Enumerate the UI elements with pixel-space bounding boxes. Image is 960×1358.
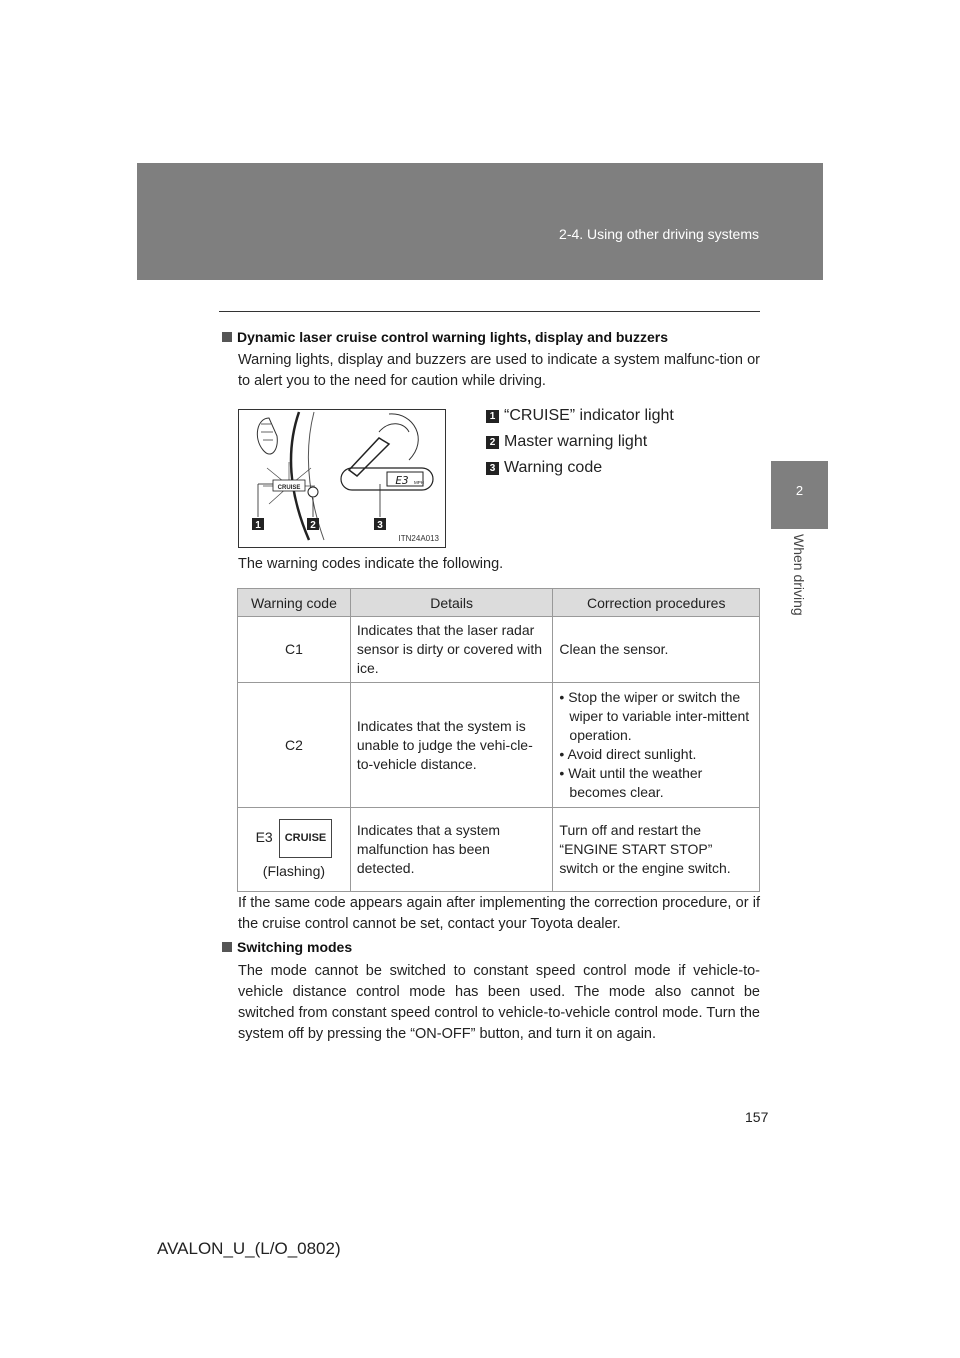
table-row xyxy=(238,808,760,892)
figure-code: ITN24A013 xyxy=(398,534,439,543)
table-intro: The warning codes indicate the following. xyxy=(238,556,504,572)
legend-label: Warning code xyxy=(504,459,603,476)
instrument-cluster-illustration xyxy=(239,410,445,547)
correction-item: • Avoid direct sunlight. xyxy=(559,746,697,762)
bullet-square-icon xyxy=(222,942,232,952)
code-cell: C2 xyxy=(238,683,351,808)
header-band xyxy=(137,163,823,280)
section2-body: The mode cannot be switched to constant speed control mode if vehicle-to-vehicle distance control mode has been used. The mode also cannot be switched from constant speed control to vehicle-to-vehicle control mode. Turn the system off by pressing the “ON-OFF” button, and turn it on again. xyxy=(238,963,760,1042)
cruise-indicator-badge: CRUISE xyxy=(279,819,333,858)
chapter-label: When driving xyxy=(791,534,807,616)
details-cell: Indicates that the system is unable to judge the vehi-cle-to-vehicle distance. xyxy=(350,683,553,808)
column-header: Correction procedures xyxy=(553,589,760,617)
chapter-tab xyxy=(771,461,828,529)
correction-item: • Stop the wiper or switch the wiper to variable inter-mittent operation. xyxy=(559,689,750,743)
column-header: Details xyxy=(350,589,553,617)
table-row xyxy=(238,617,760,683)
correction-item: • Wait until the weather becomes clear. xyxy=(559,765,703,800)
column-header: Warning code xyxy=(238,589,351,617)
footer-code: AVALON_U_(L/O_0802) xyxy=(157,1239,341,1258)
section2-heading xyxy=(222,939,352,955)
callout-3: 3 xyxy=(377,520,383,531)
callout-1: 1 xyxy=(255,520,261,531)
correction-cell xyxy=(553,683,760,808)
after-table-text: If the same code appears again after implementing the correction procedure, or if the cruise control cannot be set, contact your Toyota dealer. xyxy=(238,895,760,932)
code-note: (Flashing) xyxy=(262,862,326,879)
page-number: 157 xyxy=(745,1109,769,1125)
legend-item xyxy=(486,407,674,425)
section-title: 2-4. Using other driving systems xyxy=(559,226,759,242)
table-header-row xyxy=(238,589,760,617)
code-cell xyxy=(238,808,351,892)
legend-item xyxy=(486,433,647,451)
details-cell: Indicates that the laser radar sensor is dirty or covered with ice. xyxy=(350,617,553,683)
code-cell: C1 xyxy=(238,617,351,683)
warning-code-table xyxy=(237,588,760,892)
bullet-square-icon xyxy=(222,332,232,342)
legend-label: Master warning light xyxy=(504,433,648,450)
section1-heading xyxy=(222,329,668,345)
figure-unit: MPH xyxy=(414,480,424,485)
correction-cell: Turn off and restart the “ENGINE START STOP” switch or the engine switch. xyxy=(553,808,760,892)
legend-label: “CRUISE” indicator light xyxy=(504,407,674,424)
section2-title: Switching modes xyxy=(237,939,353,955)
legend-item xyxy=(486,459,602,477)
legend-badge: 2 xyxy=(486,436,499,449)
legend-badge: 1 xyxy=(486,410,499,423)
section1-title: Dynamic laser cruise control warning lights, display and buzzers xyxy=(237,329,669,345)
chapter-number: 2 xyxy=(795,483,804,498)
figure-display-code: E3 xyxy=(395,474,409,487)
callout-2: 2 xyxy=(310,520,316,531)
section1-intro: Warning lights, display and buzzers are used to indicate a system malfunc-tion or to alert you to the need for caution while driving. xyxy=(238,352,760,389)
details-cell: Indicates that a system malfunction has been detected. xyxy=(350,808,553,892)
instrument-cluster-figure xyxy=(238,409,446,548)
chapter-label-wrap xyxy=(789,534,809,624)
top-rule xyxy=(219,311,760,312)
code-value: E3 xyxy=(255,828,273,845)
table-row xyxy=(238,683,760,808)
figure-cruise-text: CRUISE xyxy=(277,485,301,491)
legend-badge: 3 xyxy=(486,462,499,475)
correction-cell: Clean the sensor. xyxy=(553,617,760,683)
